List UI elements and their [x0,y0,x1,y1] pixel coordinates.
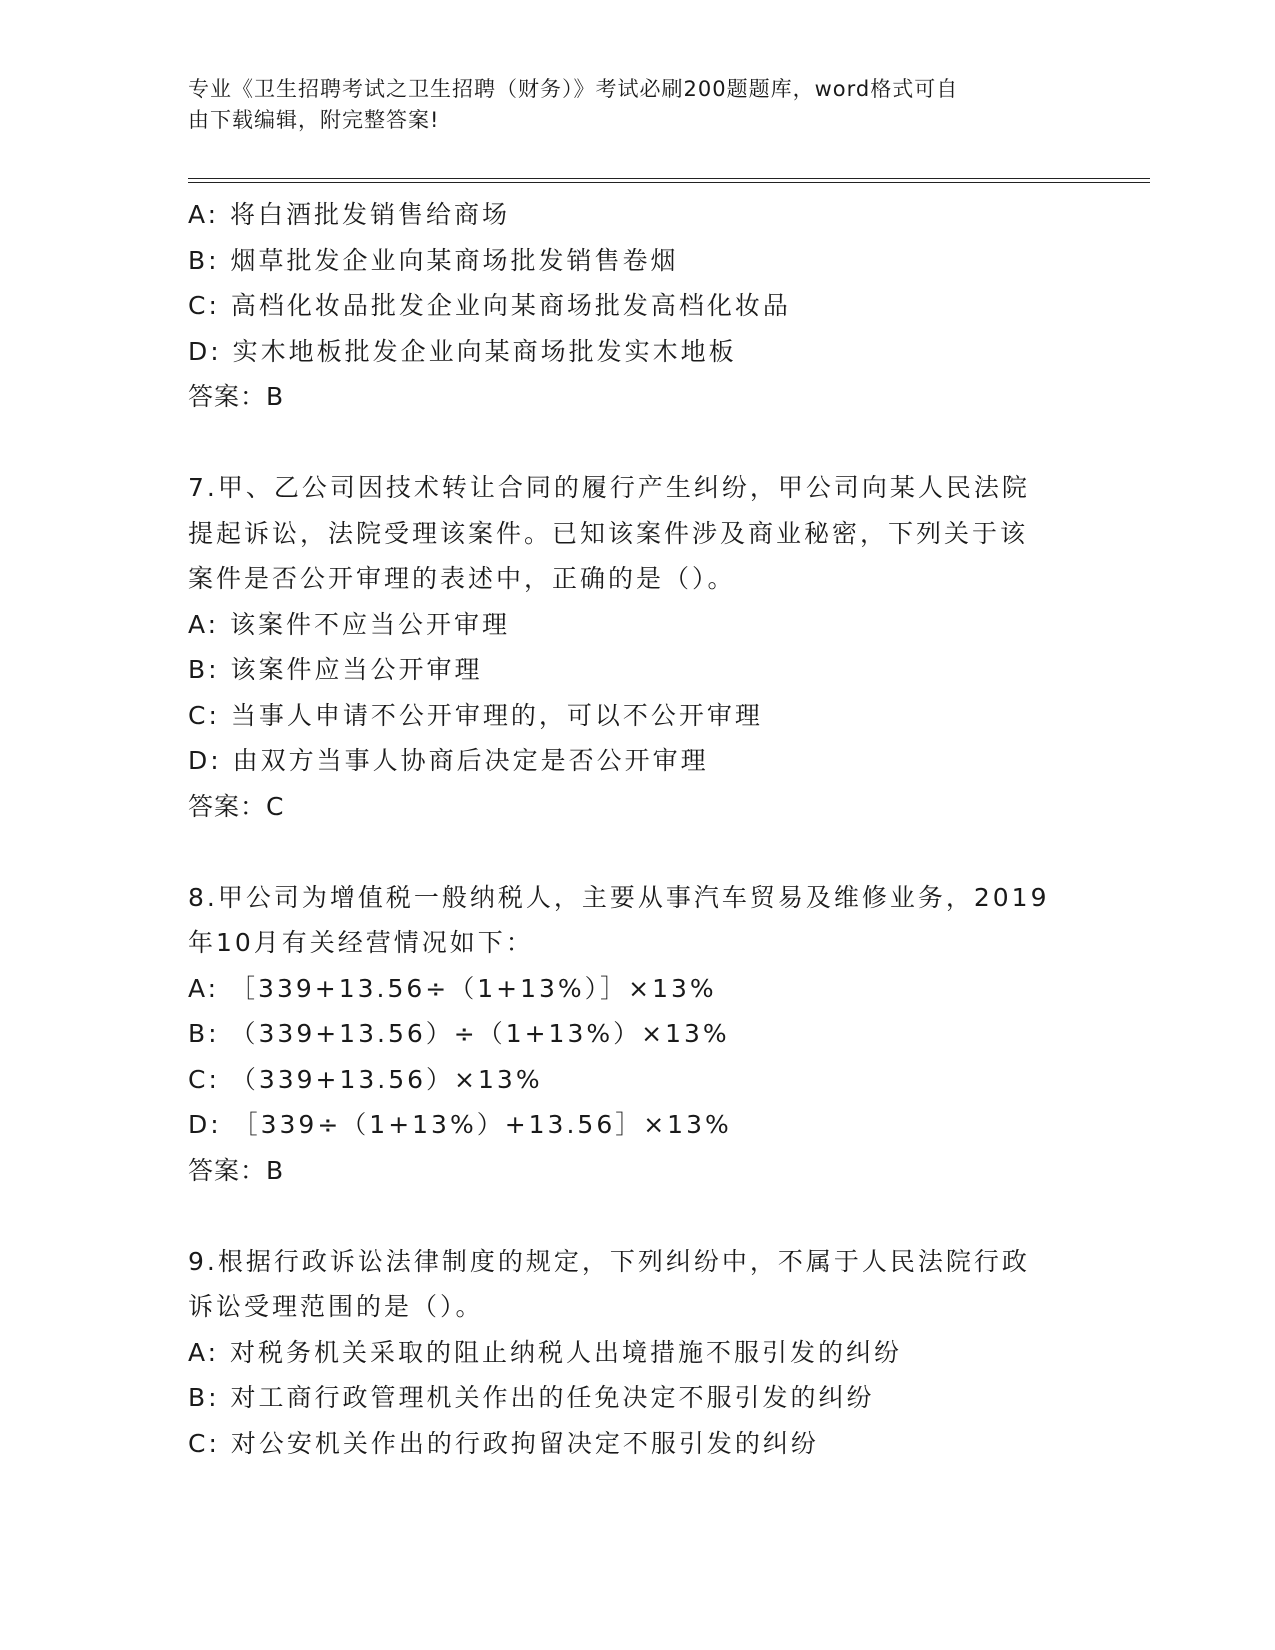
answer-6: 答案：B [188,382,285,411]
header-line-1: 专业《卫生招聘考试之卫生招聘（财务）》考试必刷200题题库，word格式可自 [188,77,959,101]
document-header [188,74,1068,136]
option-b: B: 对工商行政管理机关作出的任免决定不服引发的纠纷 [188,1383,875,1412]
option-d: D: 由双方当事人协商后决定是否公开审理 [188,746,709,775]
spacer [188,1193,1088,1239]
option-c: C: （339+13.56）×13% [188,1064,543,1094]
question-9-stem-line-2: 诉讼受理范围的是（）。 [188,1292,484,1321]
option-d: D: ［339÷（1+13%）+13.56］×13% [188,1110,732,1139]
option-d: D: 实木地板批发企业向某商场批发实木地板 [188,336,737,366]
header-divider-bottom [188,182,1150,183]
option-a: A: 该案件不应当公开审理 [188,609,511,639]
option-c: C: 高档化妆品批发企业向某商场批发高档化妆品 [188,291,791,320]
question-8-stem-line-2: 年10月有关经营情况如下： [188,928,534,957]
spacer [188,829,1088,875]
question-7-stem-line-1: 7.甲、乙公司因技术转让合同的履行产生纠纷，甲公司向某人民法院 [188,473,1030,502]
option-c: C: 对公安机关作出的行政拘留决定不服引发的纠纷 [188,1428,819,1458]
option-a: A: ［339+13.56÷（1+13%）］×13% [188,973,717,1003]
option-a: A: 将白酒批发销售给商场 [188,200,511,229]
option-c: C: 当事人申请不公开审理的，可以不公开审理 [188,700,763,730]
question-6-options [188,192,1088,420]
spacer [188,420,1088,466]
header-line-2: 由下载编辑，附完整答案! [188,108,440,132]
question-7-stem-line-2: 提起诉讼，法院受理该案件。已知该案件涉及商业秘密，下列关于该 [188,518,1029,548]
option-b: B: （339+13.56）÷（1+13%）×13% [188,1019,730,1048]
option-b: B: 该案件应当公开审理 [188,655,483,684]
answer-7: 答案：C [188,791,285,821]
option-a: A: 对税务机关采取的阻止纳税人出境措施不服引发的纠纷 [188,1337,903,1367]
answer-8: 答案：B [188,1155,285,1185]
option-b: B: 烟草批发企业向某商场批发销售卷烟 [188,245,679,275]
question-9 [188,1239,1088,1467]
question-8 [188,875,1088,1194]
question-8-stem-line-1: 8.甲公司为增值税一般纳税人，主要从事汽车贸易及维修业务，2019 [188,882,1050,912]
question-7-stem-line-3: 案件是否公开审理的表述中，正确的是（）。 [188,564,736,593]
header-divider-top [188,178,1150,179]
question-list [188,192,1088,1466]
question-9-stem-line-1: 9.根据行政诉讼法律制度的规定，下列纠纷中，不属于人民法院行政 [188,1246,1030,1276]
question-7 [188,465,1088,829]
